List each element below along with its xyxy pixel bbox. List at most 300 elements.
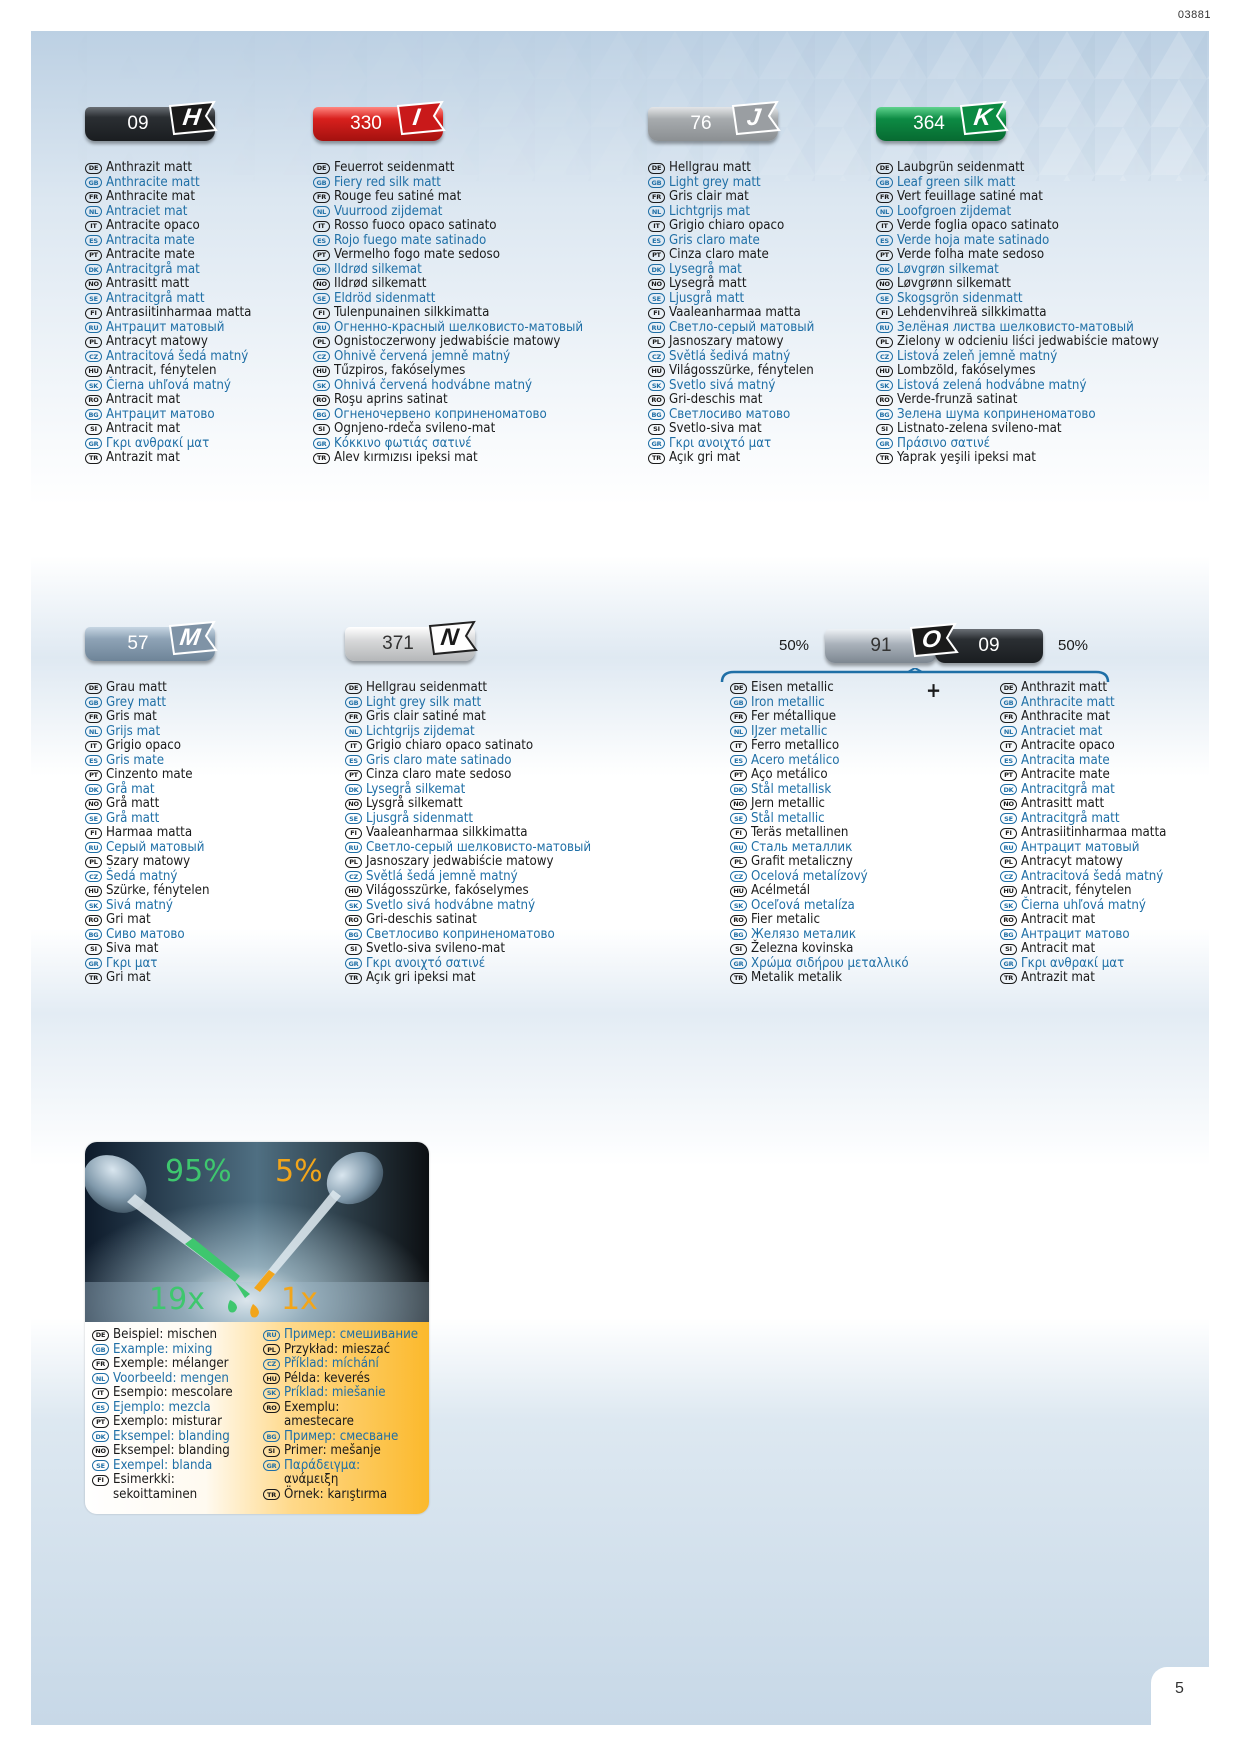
paint-name-si (648, 422, 814, 437)
paint-name-ro (85, 393, 251, 408)
paint-name-sk (648, 379, 814, 394)
mixing-example-text: Eksempel: blanding (113, 1428, 230, 1444)
language-code-badge: PL (345, 857, 362, 868)
language-code-badge: SK (876, 380, 893, 391)
language-code-badge: ES (85, 235, 102, 246)
paint-name-text: Aço metálico (751, 767, 828, 782)
language-code-badge: HU (313, 366, 330, 377)
paint-name-text: Χρώμα σιδήρου μεταλλικό (751, 955, 909, 971)
mixing-example-line (92, 1401, 233, 1416)
paint-name-text: Fiery red silk matt (334, 174, 441, 190)
paint-name-text: Eldröd sidenmatt (334, 290, 436, 306)
count-green: 19x (149, 1282, 205, 1317)
paint-name-text: Lysegrå silkemat (366, 781, 466, 797)
paint-name-text: Jern metallic (751, 796, 825, 811)
paint-name-pl (85, 855, 209, 870)
paint-name-no (345, 797, 591, 812)
language-code-badge: PT (92, 1417, 109, 1428)
language-code-badge: PT (648, 250, 665, 261)
mixing-example-text: Voorbeeld: mengen (113, 1370, 229, 1386)
paint-name-text: Rouge feu satiné mat (334, 189, 462, 204)
language-code-badge: PL (85, 857, 102, 868)
paint-name-text: Antrazit mat (106, 450, 180, 465)
paint-name-ru (85, 841, 209, 856)
paint-name-text: Antracit mat (106, 421, 181, 436)
paint-name-ro (648, 393, 814, 408)
paint-name-text: Lehdenvihreä silkkimatta (897, 305, 1047, 320)
language-code-badge: DE (85, 163, 102, 174)
paint-name-pt (85, 248, 251, 263)
paint-name-text: Сиво матово (106, 926, 185, 942)
paint-name-text: Čierna uhľová matný (1021, 897, 1146, 913)
language-code-badge: DK (313, 264, 330, 275)
paint-name-text: Antracite opaco (1021, 738, 1115, 753)
language-code-badge: RU (1000, 842, 1017, 853)
page-number: 5 (1175, 1680, 1184, 1697)
language-code-badge: RO (730, 915, 747, 926)
paint-name-no (85, 277, 251, 292)
mixing-example-text: Példa: keverés (284, 1370, 370, 1386)
language-code-badge: SE (92, 1460, 109, 1471)
paint-name-ro (313, 393, 583, 408)
paint-name-ro (876, 393, 1159, 408)
paint-name-text: Cinza claro mate (669, 247, 769, 262)
paint-name-text: Siva mat (106, 941, 159, 956)
paint-code: 76 (690, 113, 712, 134)
paint-name-es (876, 234, 1159, 249)
paint-name-text: Železna kovinska (751, 941, 854, 956)
paint-name-text: Listová zelená hodvábne matný (897, 377, 1087, 393)
paint-code: 09 (978, 635, 1000, 656)
paint-name-text: Svetlo sivá matný (669, 377, 776, 393)
paint-name-text: Roşu aprins satinat (334, 392, 448, 407)
paint-name-text: Light grey matt (669, 174, 761, 190)
paint-name-es (313, 234, 583, 249)
language-code-badge: SE (85, 813, 102, 824)
language-code-badge: SK (85, 380, 102, 391)
paint-name-text: Yaprak yeşili ipeksi mat (897, 450, 1036, 465)
paint-name-text: Alev kırmızısı ipeksi mat (334, 450, 478, 465)
paint-name-text: Čierna uhľová matný (106, 377, 231, 393)
paint-name-gr (313, 437, 583, 452)
paint-name-text: Světlá šedivá matný (669, 348, 791, 364)
paint-name-list (648, 161, 814, 466)
language-code-badge: FI (85, 828, 102, 839)
paint-name-it (648, 219, 814, 234)
paint-name-text: Stål metallisk (751, 781, 832, 797)
paint-name-text: Антрацит матово (106, 406, 215, 422)
language-code-badge: SK (345, 900, 362, 911)
mixing-example-text: Primer: mešanje (284, 1443, 381, 1458)
paint-name-list (345, 681, 591, 986)
language-code-badge: BG (876, 409, 893, 420)
paint-name-fi (345, 826, 591, 841)
paint-name-text: Fer métallique (751, 709, 837, 724)
paint-name-text: Lysgrå silkematt (366, 796, 463, 811)
paint-name-sk (345, 899, 591, 914)
paint-name-text: Antracite opaco (106, 218, 200, 233)
language-code-badge: CZ (263, 1359, 280, 1370)
language-code-badge: PL (85, 337, 102, 348)
paint-name-text: Grå matt (106, 796, 160, 811)
paint-name-text: Antracit mat (106, 392, 181, 407)
mixing-example-text: amestecare (284, 1414, 354, 1429)
mixing-example-list-right (263, 1328, 418, 1502)
paint-name-text: Ljusgrå matt (669, 290, 745, 306)
paint-letter: O (920, 626, 943, 653)
language-code-badge: GB (345, 697, 362, 708)
paint-letter: H (181, 104, 203, 131)
language-code-badge: TR (1000, 973, 1017, 984)
language-code-badge: RU (730, 842, 747, 853)
paint-name-text: Ljusgrå sidenmatt (366, 810, 474, 826)
paint-name-text: Lichtgrijs zijdemat (366, 723, 475, 739)
paint-name-text: Fier metalic (751, 912, 821, 927)
language-code-badge: NL (1000, 726, 1017, 737)
mixing-example-text: Esempio: mescolare (113, 1385, 233, 1400)
paint-name-text: Светло-серый шелковисто-матовый (366, 839, 592, 855)
paint-name-list (730, 681, 909, 986)
language-code-badge: GR (85, 958, 102, 969)
paint-name-text: IJzer metallic (751, 723, 828, 739)
language-code-badge: ES (876, 235, 893, 246)
paint-name-text: Løvgrønn silkematt (897, 276, 1011, 291)
language-code-badge: SK (730, 900, 747, 911)
paint-name-no (313, 277, 583, 292)
paint-name-sk (876, 379, 1159, 394)
paint-name-text: Ocelová metalízový (751, 868, 868, 884)
mixing-example-line (92, 1459, 233, 1474)
language-code-badge: PT (1000, 770, 1017, 781)
language-code-badge: FR (876, 192, 893, 203)
paint-name-fi (876, 306, 1159, 321)
mixing-example-line (263, 1386, 418, 1401)
paint-name-text: Antraciet mat (1021, 723, 1103, 739)
paint-name-pl (648, 335, 814, 350)
paint-name-no (730, 797, 909, 812)
paint-name-pl (85, 335, 251, 350)
language-code-badge: TR (263, 1489, 280, 1500)
paint-name-text: Antracite mate (106, 247, 195, 262)
mixing-example-line (263, 1473, 418, 1488)
mixing-example-box (85, 1142, 429, 1514)
language-code-badge: NO (85, 799, 102, 810)
paint-name-text: Gri mat (106, 912, 151, 927)
paint-name-dk (876, 263, 1159, 278)
language-code-badge: GB (730, 697, 747, 708)
language-code-badge: NO (730, 799, 747, 810)
language-code-badge: IT (92, 1388, 109, 1399)
paint-name-nl (313, 205, 583, 220)
paint-name-text: Gri-deschis mat (669, 392, 763, 407)
paint-name-text: Γκρι ανοιχτό ματ (669, 435, 772, 451)
paint-name-nl (876, 205, 1159, 220)
paint-name-pt (1000, 768, 1166, 783)
paint-name-text: Antracit, fénytelen (1021, 883, 1132, 898)
language-code-badge: RO (85, 395, 102, 406)
paint-name-text: Antrazit mat (1021, 970, 1095, 985)
paint-name-text: Antracyt matowy (1021, 854, 1123, 869)
paint-name-cz (648, 350, 814, 365)
language-code-badge: RU (876, 322, 893, 333)
paint-name-text: Antrasiitinharmaa matta (1021, 825, 1167, 840)
paint-name-gb (85, 176, 251, 191)
language-code-badge: BG (85, 409, 102, 420)
paint-name-no (85, 797, 209, 812)
paint-name-pl (876, 335, 1159, 350)
paint-name-pl (1000, 855, 1166, 870)
paint-name-sk (313, 379, 583, 394)
language-code-badge: DK (730, 784, 747, 795)
paint-name-fr (730, 710, 909, 725)
paint-name-text: Šedá matný (106, 868, 178, 884)
language-code-badge: HU (85, 886, 102, 897)
paint-name-text: Metalik metalik (751, 970, 842, 985)
paint-name-text: Gris claro mate (669, 232, 760, 248)
paint-name-text: Grey matt (106, 694, 166, 710)
language-code-badge: SI (648, 424, 665, 435)
language-code-badge: ES (92, 1402, 109, 1413)
mixing-example-text-panel (85, 1322, 429, 1514)
language-code-badge: RU (648, 322, 665, 333)
paint-name-dk (648, 263, 814, 278)
language-code-badge: DK (648, 264, 665, 275)
language-code-badge: NO (313, 279, 330, 290)
language-code-badge: CZ (85, 871, 102, 882)
paint-name-de (876, 161, 1159, 176)
paint-name-text: Antracitová šedá matný (1021, 868, 1164, 884)
mixing-example-text: Ejemplo: mezcla (113, 1399, 211, 1415)
mixing-example-text: Przykład: mieszać (284, 1341, 391, 1357)
mixing-example-line (263, 1430, 418, 1445)
language-code-badge: DK (876, 264, 893, 275)
paint-name-pl (730, 855, 909, 870)
paint-name-si (876, 422, 1159, 437)
language-code-badge: IT (313, 221, 330, 232)
paint-name-text: Világosszürke, fakóselymes (366, 883, 529, 898)
language-code-badge: FR (85, 192, 102, 203)
language-code-badge: BG (345, 929, 362, 940)
paint-name-text: Løvgrøn silkemat (897, 261, 999, 277)
paint-name-fr (85, 190, 251, 205)
mixing-example-line (263, 1459, 418, 1474)
language-code-badge: TR (85, 973, 102, 984)
mixing-example-text: Παράδειγμα: (284, 1457, 361, 1473)
language-code-badge: CZ (730, 871, 747, 882)
language-code-badge: TR (730, 973, 747, 984)
mixing-example-text: Exemplo: misturar (113, 1414, 223, 1429)
document-number: 03881 (1177, 9, 1211, 21)
paint-name-gb (876, 176, 1159, 191)
paint-name-tr (648, 451, 814, 466)
language-code-badge: IT (345, 741, 362, 752)
paint-name-bg (85, 928, 209, 943)
language-code-badge: NL (92, 1373, 109, 1384)
paint-name-es (648, 234, 814, 249)
language-code-badge: ES (85, 755, 102, 766)
paint-name-it (85, 219, 251, 234)
language-code-badge: RO (263, 1402, 280, 1413)
paint-name-ru (85, 321, 251, 336)
language-code-badge: FR (345, 712, 362, 723)
language-code-badge: RU (85, 842, 102, 853)
paint-name-fi (85, 826, 209, 841)
paint-name-se (876, 292, 1159, 307)
paint-name-ro (730, 913, 909, 928)
paint-name-text: Gris clair satiné mat (366, 709, 486, 724)
language-code-badge: TR (85, 453, 102, 464)
mixing-example-line (92, 1343, 233, 1358)
paint-name-es (85, 234, 251, 249)
paint-name-pl (345, 855, 591, 870)
paint-name-text: Jasnoszary matowy (669, 334, 784, 349)
paint-name-ru (345, 841, 591, 856)
language-code-badge: SK (313, 380, 330, 391)
paint-name-pl (313, 335, 583, 350)
paint-name-text: Γκρι ανθρακί ματ (1021, 955, 1125, 971)
paint-name-text: Antracyt matowy (106, 334, 208, 349)
paint-name-pt (345, 768, 591, 783)
language-code-badge: GB (92, 1344, 109, 1355)
paint-name-text: Eisen metallic (751, 680, 834, 695)
paint-name-fr (648, 190, 814, 205)
mixing-example-text: ανάμειξη (284, 1472, 339, 1487)
paint-name-text: Anthracite matt (106, 174, 200, 190)
paint-name-text: Listnato-zelena svileno-mat (897, 421, 1062, 436)
language-code-badge: IT (730, 741, 747, 752)
paint-name-dk (345, 783, 591, 798)
mixing-example-text: Exempel: blanda (113, 1457, 213, 1473)
paint-name-text: Ildrød silkemat (334, 261, 422, 277)
language-code-badge: SK (263, 1388, 280, 1399)
mixing-example-text: Príklad: miešanie (284, 1385, 386, 1400)
paint-name-de (313, 161, 583, 176)
language-code-badge: GB (85, 177, 102, 188)
paint-name-gr (648, 437, 814, 452)
paint-name-tr (85, 451, 251, 466)
language-code-badge: SI (1000, 944, 1017, 955)
language-code-badge: DK (1000, 784, 1017, 795)
paint-name-nl (85, 725, 209, 740)
language-code-badge: ES (345, 755, 362, 766)
language-code-badge: ES (313, 235, 330, 246)
paint-name-text: Grå mat (106, 781, 155, 797)
paint-name-bg (85, 408, 251, 423)
language-code-badge: GR (85, 438, 102, 449)
language-code-badge: HU (85, 366, 102, 377)
paint-name-text: Antraciet mat (106, 203, 188, 219)
paint-name-text: Acero metálico (751, 752, 840, 768)
paint-name-text: Antracitgrå mat (106, 261, 200, 277)
paint-name-text: Зелена шума коприненоматово (897, 406, 1096, 422)
percent-orange: 5% (275, 1154, 323, 1189)
language-code-badge: TR (313, 453, 330, 464)
paint-name-ru (313, 321, 583, 336)
paint-name-fr (313, 190, 583, 205)
language-code-badge: ES (648, 235, 665, 246)
language-code-badge: FI (85, 308, 102, 319)
language-code-badge: SI (876, 424, 893, 435)
language-code-badge: NL (345, 726, 362, 737)
paint-name-text: Anthracite mat (106, 189, 195, 204)
language-code-badge: BG (313, 409, 330, 420)
paint-name-text: Сталь металлик (751, 839, 853, 855)
mixing-example-text: Пример: смесване (284, 1428, 399, 1444)
language-code-badge: BG (730, 929, 747, 940)
paint-name-pt (730, 768, 909, 783)
language-code-badge: FI (313, 308, 330, 319)
language-code-badge: DE (730, 683, 747, 694)
language-code-badge: PT (85, 250, 102, 261)
paint-code: 09 (127, 113, 149, 134)
paint-name-es (730, 754, 909, 769)
mixing-example-line (263, 1444, 418, 1459)
paint-name-no (1000, 797, 1166, 812)
paint-name-tr (876, 451, 1159, 466)
paint-name-de (85, 161, 251, 176)
language-code-badge: SK (1000, 900, 1017, 911)
paint-name-dk (85, 783, 209, 798)
language-code-badge: PL (263, 1344, 280, 1355)
paint-name-it (313, 219, 583, 234)
paint-name-es (1000, 754, 1166, 769)
language-code-badge: SI (85, 944, 102, 955)
paint-name-text: Grijs mat (106, 723, 161, 739)
paint-name-it (730, 739, 909, 754)
mixing-example-line (92, 1328, 233, 1343)
language-code-badge: DE (85, 683, 102, 694)
paint-name-tr (1000, 971, 1166, 986)
paint-name-text: Teräs metallinen (751, 825, 849, 840)
paint-name-text: Anthracite mat (1021, 709, 1110, 724)
paint-name-text: Zielony w odcieniu liści jedwabiście matowy (897, 334, 1159, 349)
paint-name-no (648, 277, 814, 292)
language-code-badge: RU (313, 322, 330, 333)
paint-name-text: Antrasitt matt (1021, 796, 1105, 811)
paint-name-si (1000, 942, 1166, 957)
mixing-example-line (263, 1343, 418, 1358)
paint-name-text: Vermelho fogo mate sedoso (334, 247, 500, 262)
paint-name-tr (345, 971, 591, 986)
language-code-badge: ES (1000, 755, 1017, 766)
language-code-badge: FR (85, 712, 102, 723)
mixing-example-text: Пример: смешивание (284, 1327, 419, 1342)
language-code-badge: DK (92, 1431, 109, 1442)
paint-name-gb (730, 696, 909, 711)
paint-name-hu (345, 884, 591, 899)
paint-letter: J (745, 104, 763, 131)
language-code-badge: PL (313, 337, 330, 348)
language-code-badge: FI (876, 308, 893, 319)
language-code-badge: GR (263, 1460, 280, 1471)
paint-name-text: Tűzpiros, fakóselymes (334, 363, 466, 378)
paint-name-text: Leaf green silk matt (897, 174, 1016, 190)
paint-name-text: Rojo fuego mate satinado (334, 232, 487, 248)
paint-code: 91 (870, 635, 892, 656)
paint-name-text: Vuurrood zijdemat (334, 203, 443, 219)
paint-name-text: Açık gri mat (669, 450, 741, 465)
language-code-badge: PL (876, 337, 893, 348)
mixing-example-line (92, 1430, 233, 1445)
paint-name-dk (730, 783, 909, 798)
language-code-badge: DE (648, 163, 665, 174)
paint-name-text: Antracit mat (1021, 912, 1096, 927)
paint-name-text: Gri-deschis satinat (366, 912, 477, 927)
language-code-badge: DK (85, 784, 102, 795)
paint-name-se (85, 812, 209, 827)
language-code-badge: SI (263, 1446, 280, 1457)
language-code-badge: PL (730, 857, 747, 868)
